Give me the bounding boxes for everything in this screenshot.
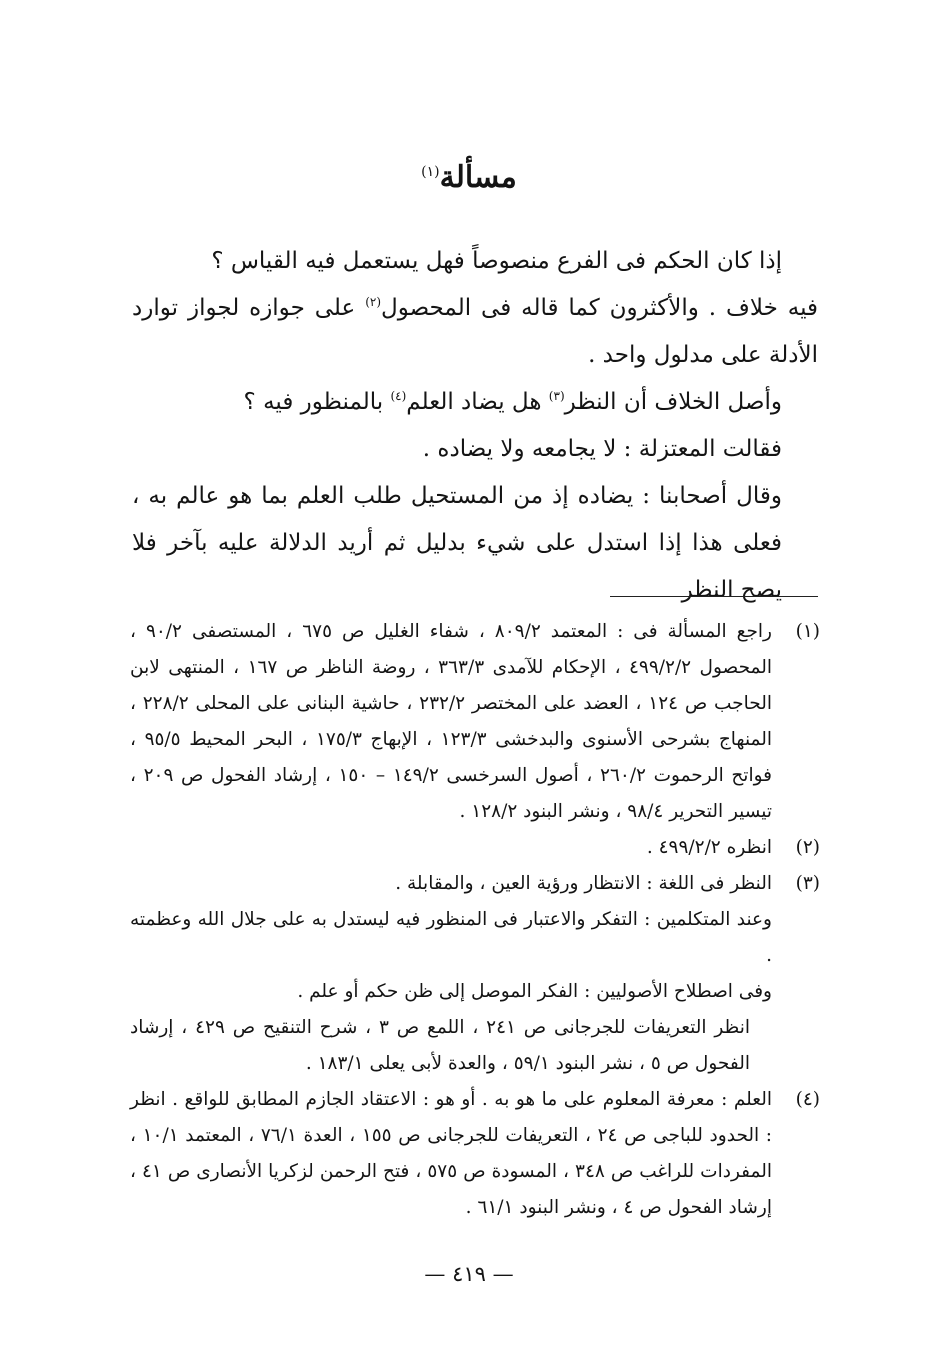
- footnote-text: راجع المسألة فى : المعتمد ٨٠٩/٢ ، شفاء الغليل ص ٦٧٥ ، المستصفى ٩٠/٢ ، المحصول ٤٩٩/٢/٢ ، الإحكام للآمدى ٣٦٣/٣ ، روضة الناظر ص ١٦٧ ، المنتهى لابن الحاجب ص ١٢٤ ، العضد على المختصر ٢٣٢/٢ ، حاشية البنانى على المحلى ٢٢٨/٢ ، المنهاج بشرحى الأسنوى والبدخشى ١٢٣/٣ ، الإبهاج ١٧٥/٣ ، البحر المحيط ٩٥/٥ ، فواتح الرحموت ٢٦٠/٢ ، أصول السرخسى ١٤٩/٢ – ١٥٠ ، إرشاد الفحول ص ٢٠٩ ، تيسير التحرير ٩٨/٤ ، ونشر البنود ١٢٨/٢ .: [130, 621, 773, 822]
- paragraph-question: إذا كان الحكم فى الفرع منصوصاً فهل يستعمل فيه القياس ؟: [211, 248, 782, 274]
- footnotes: [130, 614, 820, 1226]
- footnote-marker-2: (٢): [365, 295, 382, 309]
- footnote-separator: [610, 596, 818, 597]
- footnote-marker-4: (٤): [390, 389, 407, 403]
- paragraph-origin-text-c: بالمنظور فيه ؟: [243, 389, 391, 415]
- footnote-4: [130, 1082, 820, 1226]
- footnote-line-theologians: وعند المتكلمين : التفكر والاعتبار فى المنظور فيه ليستدل به على جلال الله وعظمته .: [130, 909, 772, 966]
- footnote-number: (٣): [795, 873, 820, 894]
- paragraph-mutazila: فقالت المعتزلة : لا يجامعه ولا يضاده .: [422, 436, 782, 462]
- footnote-line-usul: وفى اصطلاح الأصوليين : الفكر الموصل إلى ظن حكم أو علم .: [297, 981, 772, 1002]
- paragraph-origin: [132, 379, 818, 426]
- page-number: — ٤١٩ —: [424, 1262, 514, 1286]
- paragraph-dispute-text-b: على جوازه لجواز توارد الأدلة على مدلول واحد .: [132, 295, 818, 368]
- section-title-text: مسألة: [439, 160, 517, 195]
- paragraph-dispute-text-a: فيه خلاف . والأكثرون كما قاله فى المحصول: [381, 295, 819, 321]
- footnote-number: (٢): [795, 837, 820, 858]
- section-title: [0, 160, 938, 195]
- footnote-3: [130, 866, 820, 1082]
- footnote-text: [130, 866, 772, 1082]
- footnote-text: العلم : معرفة المعلوم على ما هو به . أو هو : الاعتقاد الجازم المطابق للواقع . انظر : الحدود للباجى ص ٢٤ ، التعريفات للجرجانى ص ١٥٥ ، العدة ٧٦/١ ، المعتمد ١٠/١ ، المفردات للراغب ص ٣٤٨ ، المسودة ص ٥٧٥ ، فتح الرحمن لزكريا الأنصارى ص ٤١ ، إرشاد الفحول ص ٤ ، ونشر البنود ٦١/١ .: [130, 1089, 773, 1218]
- footnote-number: (١): [795, 621, 820, 642]
- footnote-2: [130, 830, 820, 866]
- footnote-1: [130, 614, 820, 830]
- footnote-line-references: انظر التعريفات للجرجانى ص ٢٤١ ، اللمع ص ٣ ، شرح التنقيح ص ٤٢٩ ، إرشاد الفحول ص ٥ ، نشر البنود ٥٩/١ ، والعدة لأبى يعلى ١٨٣/١ .: [130, 1017, 750, 1074]
- paragraph-origin-text-b: هل يضاد العلم: [406, 389, 549, 415]
- paragraph-dispute: [132, 285, 818, 379]
- main-text: [132, 238, 818, 614]
- footnote-marker-3: (٣): [548, 389, 565, 403]
- footnote-text: انظره ٤٩٩/٢/٢ .: [646, 837, 772, 858]
- title-footnote-marker: (١): [421, 164, 440, 180]
- paragraph-ashab: وقال أصحابنا : يضاده إذ من المستحيل طلب العلم بما هو عالم به ، فعلى هذا إذا استدل على شيء بدليل ثم أريد الدلالة عليه بآخر فلا يصح النظر: [132, 483, 782, 603]
- footnote-number: (٤): [795, 1089, 820, 1110]
- footnote-line-language: النظر فى اللغة : الانتظار ورؤية العين ، والمقابلة .: [395, 873, 772, 894]
- paragraph-origin-text-a: وأصل الخلاف أن النظر: [564, 389, 782, 415]
